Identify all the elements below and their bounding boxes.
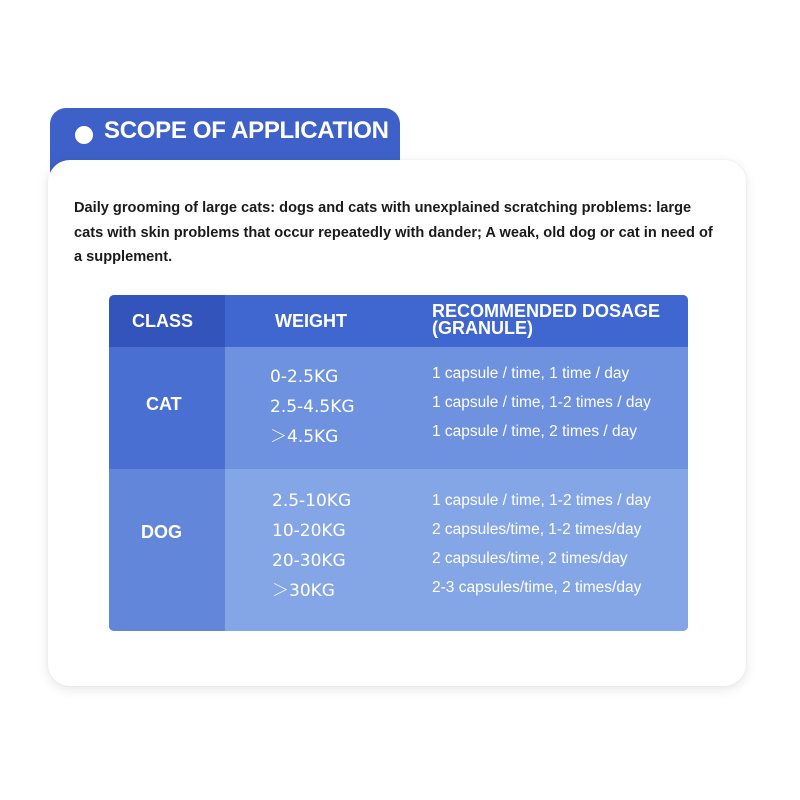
cat-weights xyxy=(270,362,355,452)
header-dosage-line2: (GRANULE) xyxy=(432,318,533,338)
dog-class-cell xyxy=(109,469,225,631)
dog-dosages xyxy=(432,486,651,602)
weight-value: 20-30KG xyxy=(272,551,346,571)
weight-value: 2.5-4.5KG xyxy=(270,397,355,417)
header-dosage-line1: RECOMMENDED DOSAGE xyxy=(432,301,661,321)
class-label-cat: CAT xyxy=(146,394,182,414)
weight-value: ＞30KG xyxy=(272,581,335,601)
dosage-value: 2 capsules/time, 1-2 times/day xyxy=(432,521,642,538)
dosage-value: 1 capsule / time, 2 times / day xyxy=(432,423,638,440)
description-text: Daily grooming of large cats: dogs and cats with unexplained scratching problems: large cats with skin problems that occur repeatedly with dander; A weak, old dog or cat in need of a supplement. xyxy=(74,200,713,265)
dosage-value: 1 capsule / time, 1-2 times / day xyxy=(432,394,651,411)
cat-dosages xyxy=(432,359,651,446)
dosage-value: 2-3 capsules/time, 2 times/day xyxy=(432,579,642,596)
header-dosage xyxy=(432,303,660,337)
dog-weights xyxy=(272,486,351,606)
weight-value: 2.5-10KG xyxy=(272,491,352,511)
weight-value: 0-2.5KG xyxy=(270,367,339,387)
header-class: CLASS xyxy=(132,311,194,331)
class-label-dog: DOG xyxy=(141,522,183,542)
dosage-table xyxy=(109,295,688,631)
section-title: SCOPE OF APPLICATION xyxy=(104,117,389,144)
weight-value: ＞4.5KG xyxy=(270,427,339,447)
bullet-icon xyxy=(75,126,93,144)
weight-value: 10-20KG xyxy=(272,521,346,541)
dosage-value: 1 capsule / time, 1 time / day xyxy=(432,365,630,382)
header-weight: WEIGHT xyxy=(275,311,347,331)
dosage-value: 2 capsules/time, 2 times/day xyxy=(432,550,628,567)
dosage-value: 1 capsule / time, 1-2 times / day xyxy=(432,492,651,509)
